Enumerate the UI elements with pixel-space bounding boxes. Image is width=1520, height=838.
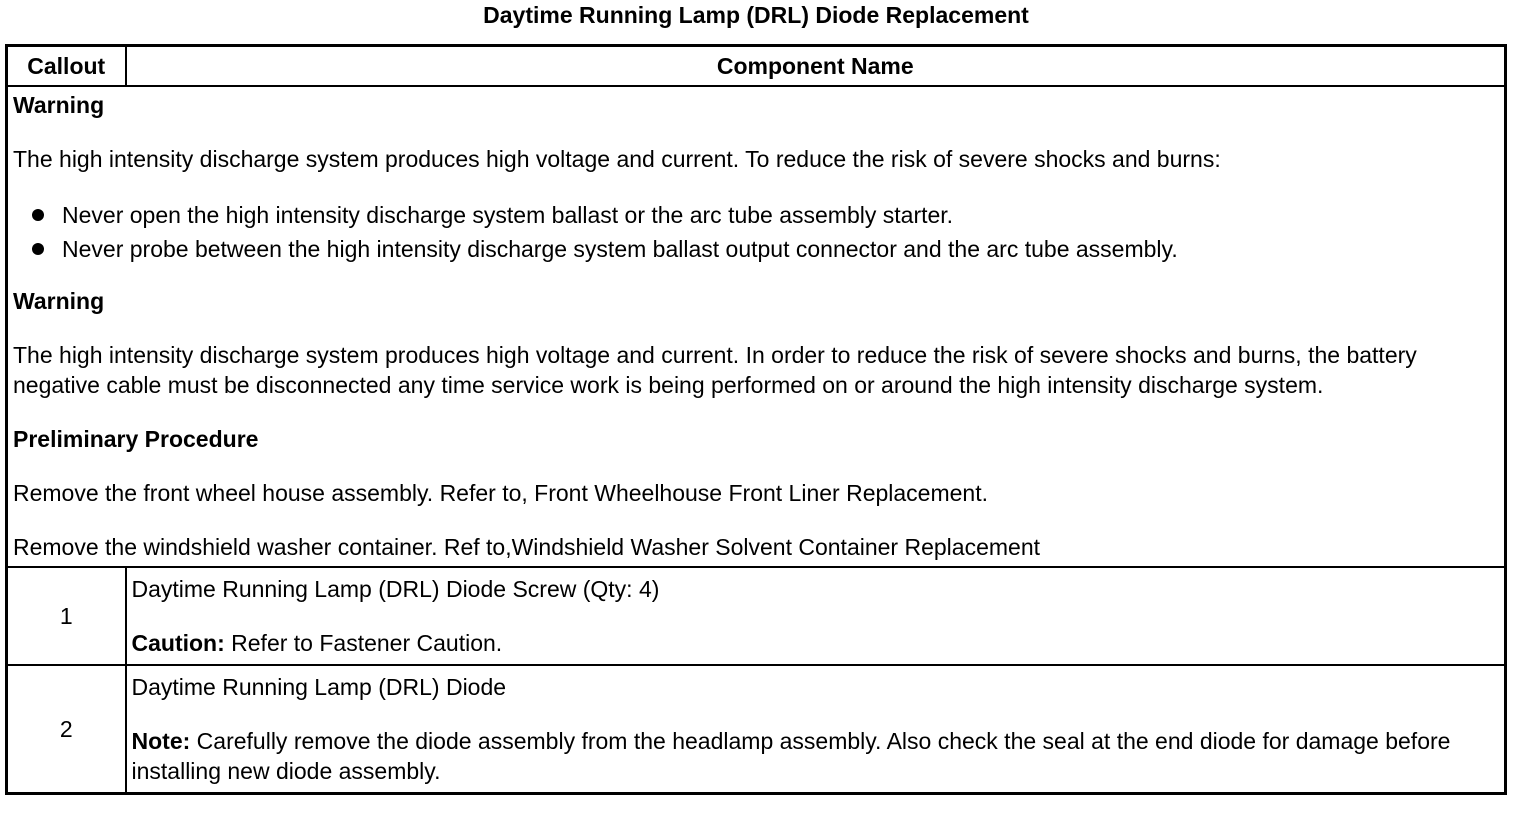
page-title: Daytime Running Lamp (DRL) Diode Replacement [483, 2, 1029, 28]
warning-bullet-list [13, 198, 1498, 266]
preliminary-step: Remove the windshield washer container. Ref to,Windshield Washer Solvent Container Replacement [13, 534, 1041, 560]
note-text: Refer to Fastener Caution. [224, 630, 503, 656]
callout-number: 1 [7, 567, 126, 665]
warning-text: The high intensity discharge system produces high voltage and current. To reduce the risk of severe shocks and burns: [13, 146, 1221, 172]
callout-column-header: Callout [7, 46, 126, 87]
intro-row [7, 86, 1506, 567]
callout-number: 2 [7, 665, 126, 794]
warning-heading: Warning [13, 92, 105, 118]
note-text: Carefully remove the diode assembly from the headlamp assembly. Also check the seal at the end diode for damage before installing new diode assembly. [131, 728, 1451, 784]
preliminary-step: Remove the front wheel house assembly. Refer to, Front Wheelhouse Front Liner Replacement. [13, 480, 988, 506]
component-name: Daytime Running Lamp (DRL) Diode Screw (Qty: 4) [131, 576, 660, 602]
procedure-table [5, 44, 1507, 795]
note-label: Caution: [131, 630, 225, 656]
component-column-header: Component Name [126, 46, 1506, 87]
component-name: Daytime Running Lamp (DRL) Diode [131, 674, 507, 700]
warning-heading: Warning [13, 288, 105, 314]
list-item: Never probe between the high intensity discharge system ballast output connector and the arc tube assembly. [13, 232, 1498, 266]
table-row [7, 665, 1506, 794]
table-header-row [7, 46, 1506, 87]
note-label: Note: [131, 728, 191, 754]
preliminary-heading: Preliminary Procedure [13, 426, 259, 452]
component-cell [126, 567, 1506, 665]
table-row [7, 567, 1506, 665]
component-note [132, 726, 1499, 786]
component-cell [126, 665, 1506, 794]
component-note [132, 628, 1499, 658]
list-item: Never open the high intensity discharge system ballast or the arc tube assembly starter. [13, 198, 1498, 232]
warning-text: The high intensity discharge system produces high voltage and current. In order to reduce the risk of severe shocks and burns, the battery negative cable must be disconnected any time service work is being performed on or around the high intensity discharge system. [13, 342, 1417, 398]
intro-cell [7, 86, 1506, 567]
